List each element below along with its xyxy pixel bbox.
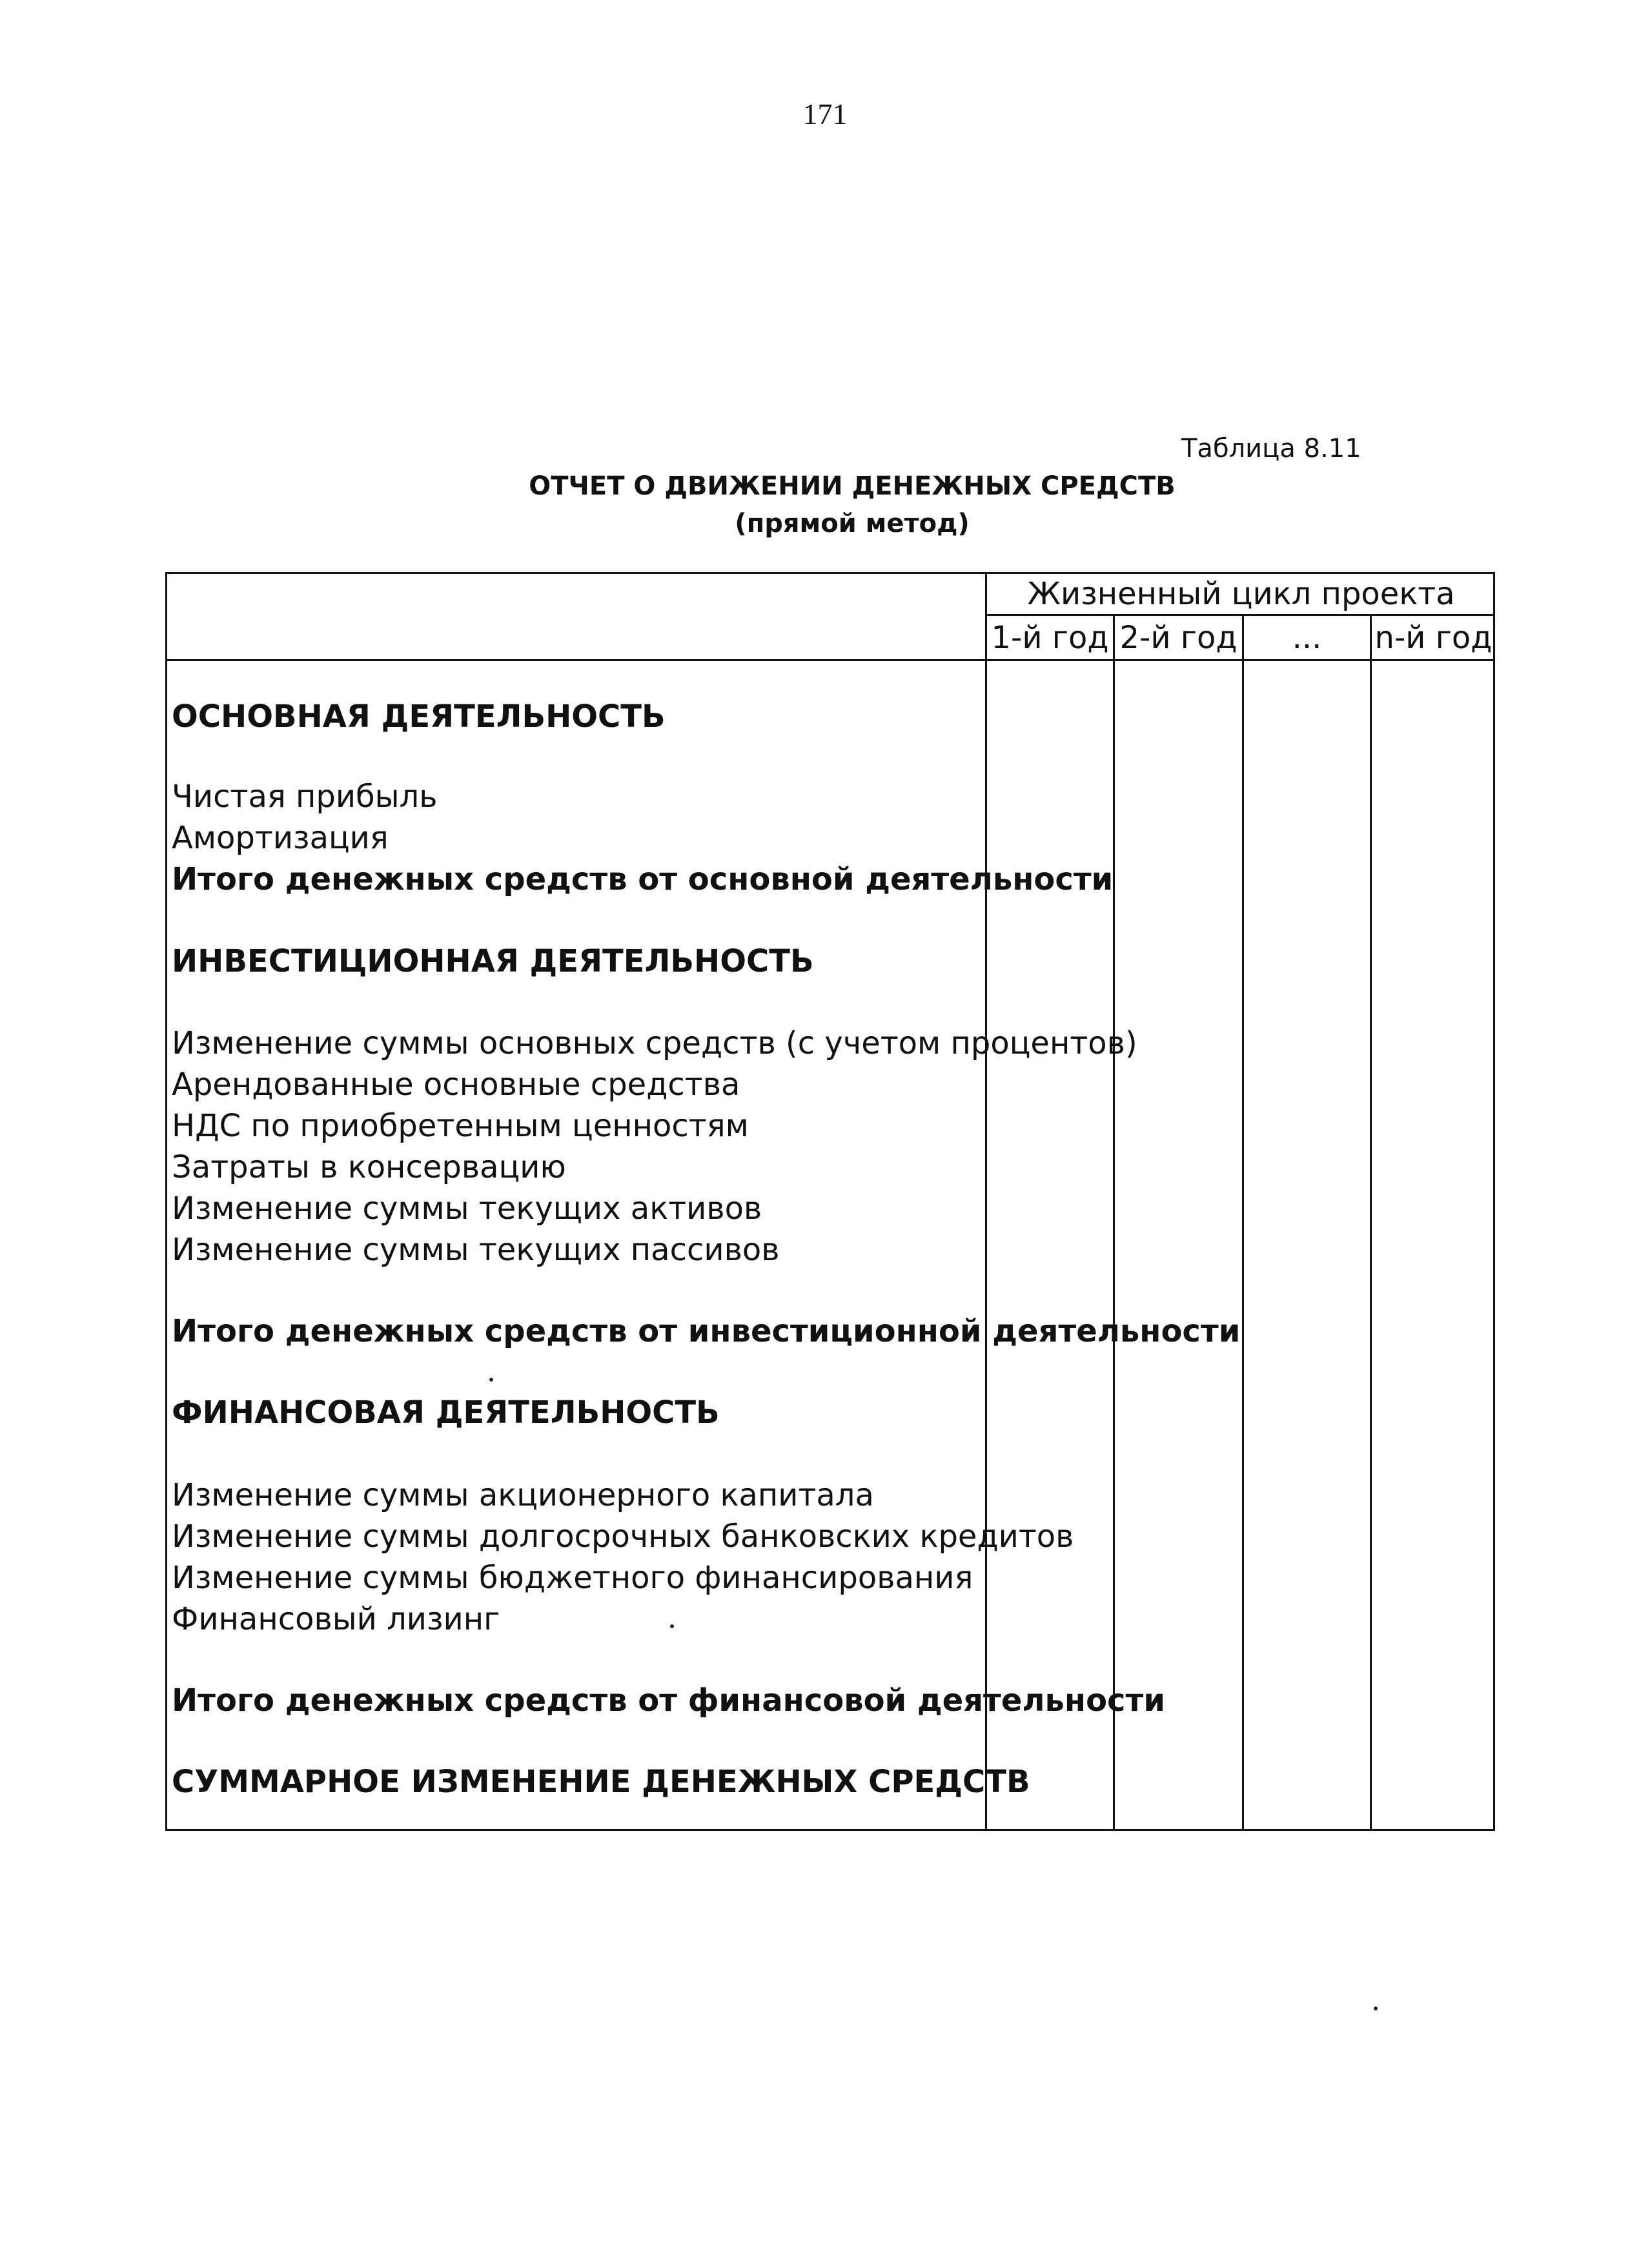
page-number: 171 — [802, 97, 848, 130]
row-financial-leasing: Финансовый лизинг — [172, 1601, 500, 1637]
header-group-divider — [986, 614, 1495, 616]
column-divider-ellipsis — [1370, 614, 1372, 1831]
row-long-term-loans-change: Изменение суммы долгосрочных банковских кредитов — [172, 1518, 1074, 1555]
header-col-ellipsis: ... — [1292, 620, 1322, 656]
scan-speck — [489, 1378, 493, 1382]
row-current-liabilities-change: Изменение суммы текущих пассивов — [172, 1232, 780, 1268]
total-investing: Итого денежных средств от инвестиционной деятельности — [172, 1313, 1241, 1349]
section-financing: ФИНАНСОВАЯ ДЕЯТЕЛЬНОСТЬ — [172, 1395, 720, 1431]
section-operating: ОСНОВНАЯ ДЕЯТЕЛЬНОСТЬ — [172, 699, 666, 735]
grand-total: СУММАРНОЕ ИЗМЕНЕНИЕ ДЕНЕЖНЫХ СРЕДСТВ — [172, 1764, 1030, 1800]
row-fixed-assets-change: Изменение суммы основных средств (с учетом процентов) — [172, 1025, 1137, 1061]
header-bottom-border — [165, 659, 1495, 661]
total-operating: Итого денежных средств от основной деятельности — [172, 861, 1114, 897]
row-budget-funding-change: Изменение суммы бюджетного финансирования — [172, 1560, 973, 1596]
row-equity-change: Изменение суммы акционерного капитала — [172, 1477, 874, 1513]
row-leased-assets: Арендованные основные средства — [172, 1067, 740, 1103]
column-divider-year1 — [1113, 614, 1115, 1831]
column-divider-label — [985, 572, 987, 1831]
section-investing: ИНВЕСТИЦИОННАЯ ДЕЯТЕЛЬНОСТЬ — [172, 943, 814, 979]
total-financing: Итого денежных средств от финансовой деятельности — [172, 1682, 1165, 1719]
column-divider-year2 — [1242, 614, 1244, 1831]
report-subtitle: (прямой метод) — [735, 509, 970, 538]
scan-speck — [670, 1624, 674, 1628]
row-current-assets-change: Изменение суммы текущих активов — [172, 1190, 762, 1227]
row-vat: НДС по приобретенным ценностям — [172, 1108, 749, 1144]
row-depreciation: Амортизация — [172, 820, 389, 856]
header-col-year1: 1-й год — [991, 620, 1109, 656]
table-label: Таблица 8.11 — [1181, 434, 1361, 464]
header-group-label: Жизненный цикл проекта — [1027, 576, 1455, 612]
scan-speck — [1374, 2007, 1378, 2010]
row-net-profit: Чистая прибыль — [172, 779, 438, 815]
row-conservation-costs: Затраты в консервацию — [172, 1149, 566, 1185]
header-col-year-n: n-й год — [1374, 620, 1492, 656]
report-title: ОТЧЕТ О ДВИЖЕНИИ ДЕНЕЖНЫХ СРЕДСТВ — [529, 471, 1176, 501]
header-col-year2: 2-й год — [1119, 620, 1238, 656]
